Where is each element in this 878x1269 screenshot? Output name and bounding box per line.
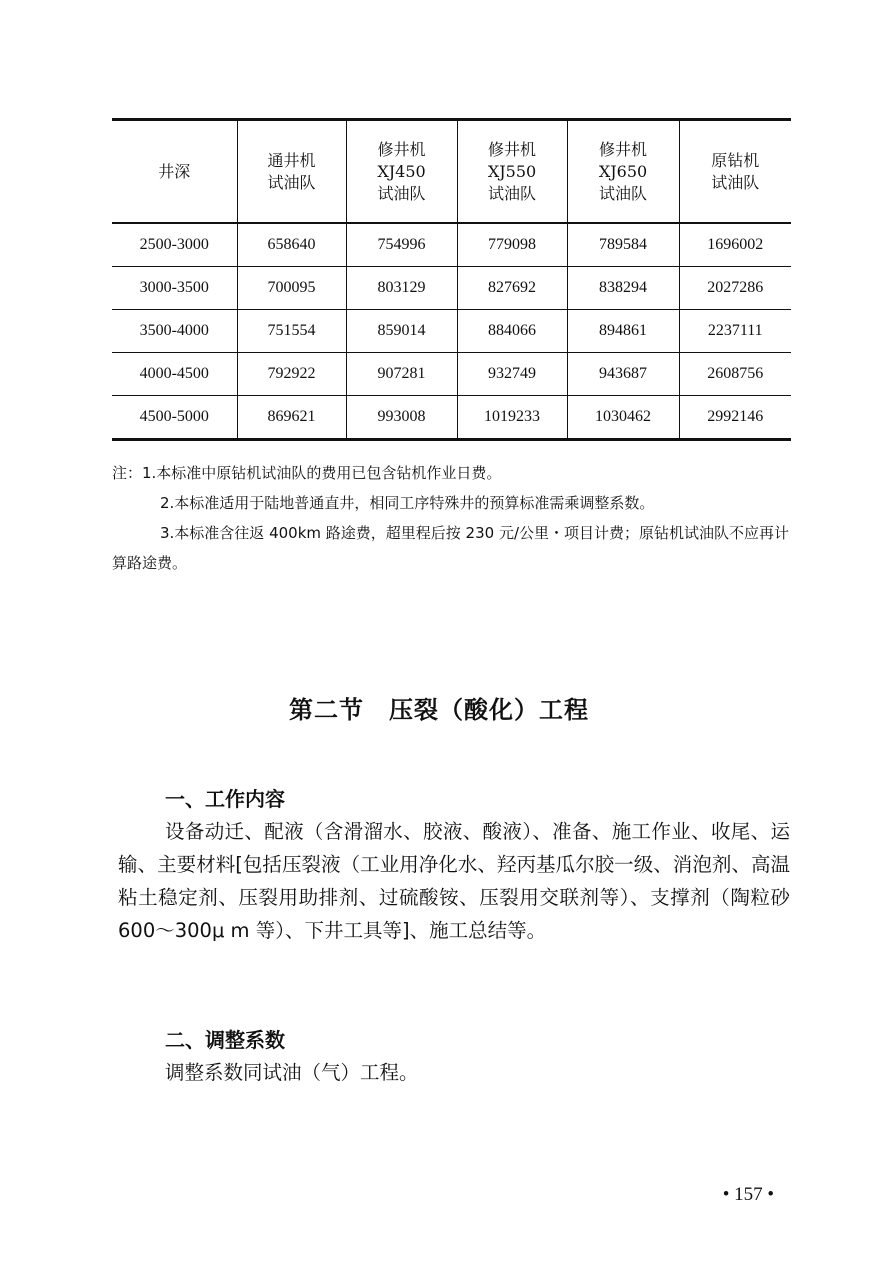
note-3: 3.本标准含往返 400km 路途费，超里程后按 230 元/公里・项目计费；原钻机试油队不应再计算路途费。 bbox=[112, 524, 790, 572]
cost-cell: 751554 bbox=[237, 310, 346, 353]
column-header-line: XJ550 bbox=[487, 161, 537, 181]
well-depth-cell: 4500-5000 bbox=[112, 396, 237, 440]
cost-cell: 792922 bbox=[237, 353, 346, 396]
cost-cell: 907281 bbox=[346, 353, 457, 396]
column-header-line: 试油队 bbox=[377, 183, 426, 203]
column-header bbox=[457, 120, 567, 224]
cost-cell: 827692 bbox=[457, 267, 567, 310]
cost-cell: 932749 bbox=[457, 353, 567, 396]
cost-cell: 2992146 bbox=[679, 396, 791, 440]
column-header bbox=[346, 120, 457, 224]
column-header bbox=[237, 120, 346, 224]
well-depth-cell: 4000-4500 bbox=[112, 353, 237, 396]
cost-cell: 1019233 bbox=[457, 396, 567, 440]
column-header-line: XJ450 bbox=[377, 161, 426, 181]
part1-heading: 一、工作内容 bbox=[165, 787, 285, 811]
cost-cell: 658640 bbox=[237, 223, 346, 267]
column-header bbox=[567, 120, 679, 224]
section-title: 第二节 压裂（酸化）工程 bbox=[289, 696, 589, 724]
cost-cell: 943687 bbox=[567, 353, 679, 396]
table-row bbox=[112, 310, 791, 353]
cost-cell: 993008 bbox=[346, 396, 457, 440]
table-row bbox=[112, 396, 791, 440]
cost-cell: 884066 bbox=[457, 310, 567, 353]
cost-cell: 779098 bbox=[457, 223, 567, 267]
well-depth-cell: 3500-4000 bbox=[112, 310, 237, 353]
cost-cell: 2237111 bbox=[679, 310, 791, 353]
part1-body bbox=[118, 815, 790, 947]
note-1: 注：1.本标准中原钻机试油队的费用已包含钻机作业日费。 bbox=[112, 464, 502, 482]
page-number: • 157 • bbox=[722, 1184, 774, 1205]
table-row bbox=[112, 223, 791, 267]
cost-cell: 869621 bbox=[237, 396, 346, 440]
cost-cell: 700095 bbox=[237, 267, 346, 310]
column-header-line: 通井机 bbox=[267, 150, 316, 170]
cost-cell: 803129 bbox=[346, 267, 457, 310]
well-depth-cell: 2500-3000 bbox=[112, 223, 237, 267]
cost-table bbox=[112, 118, 791, 441]
column-header bbox=[112, 120, 237, 224]
well-depth-cell: 3000-3500 bbox=[112, 267, 237, 310]
cost-cell: 1696002 bbox=[679, 223, 791, 267]
table-row bbox=[112, 353, 791, 396]
column-header bbox=[679, 120, 791, 224]
column-header-line: 修井机 bbox=[598, 139, 647, 159]
part2-body bbox=[118, 1056, 790, 1089]
note-2: 2.本标准适用于陆地普通直井，相同工序特殊井的预算标准需乘调整系数。 bbox=[160, 494, 655, 512]
table-body bbox=[112, 223, 791, 440]
column-header-line: 修井机 bbox=[377, 139, 426, 159]
table-notes bbox=[112, 458, 792, 578]
column-header-line: 试油队 bbox=[487, 183, 536, 203]
cost-cell: 2027286 bbox=[679, 267, 791, 310]
column-header-line: 原钻机 bbox=[711, 150, 760, 170]
table-row bbox=[112, 267, 791, 310]
column-header-line: 试油队 bbox=[598, 183, 647, 203]
column-header-line: 井深 bbox=[158, 161, 191, 181]
column-header-line: 修井机 bbox=[487, 139, 536, 159]
cost-cell: 754996 bbox=[346, 223, 457, 267]
column-header-line: XJ650 bbox=[598, 161, 648, 181]
part2-paragraph: 调整系数同试油（气）工程。 bbox=[165, 1061, 419, 1084]
part1-paragraph: 设备动迁、配液（含滑溜水、胶液、酸液）、准备、施工作业、收尾、运输、主要材料[包括压裂液（工业用净化水、羟丙基瓜尔胶一级、消泡剂、高温粘土稳定剂、压裂用助排剂、过硫酸铵、压裂用交联剂等）、支撑剂（陶粒砂 600～300μ m 等）、下井工具等]、施工总结等。 bbox=[118, 820, 790, 942]
cost-table-container bbox=[112, 118, 791, 441]
cost-cell: 1030462 bbox=[567, 396, 679, 440]
cost-cell: 838294 bbox=[567, 267, 679, 310]
table-header-row bbox=[112, 120, 791, 224]
cost-cell: 2608756 bbox=[679, 353, 791, 396]
part2-heading: 二、调整系数 bbox=[165, 1028, 285, 1052]
column-header-line: 试油队 bbox=[267, 172, 316, 192]
cost-cell: 894861 bbox=[567, 310, 679, 353]
cost-cell: 789584 bbox=[567, 223, 679, 267]
column-header-line: 试油队 bbox=[711, 172, 760, 192]
cost-cell: 859014 bbox=[346, 310, 457, 353]
